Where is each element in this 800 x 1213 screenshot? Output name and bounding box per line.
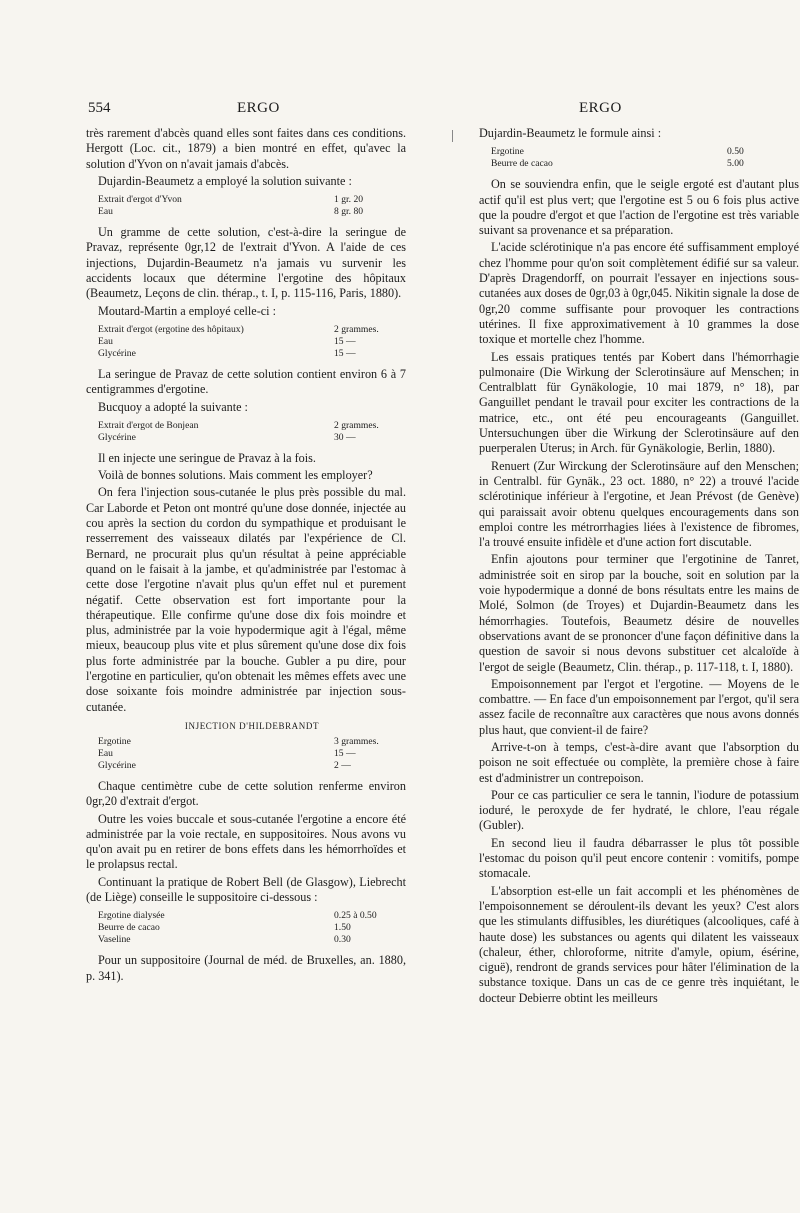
ingredient-name: Extrait d'ergot d'Yvon: [98, 194, 182, 206]
paragraph: Dujardin-Beaumetz a employé la solution suivante :: [98, 173, 352, 188]
ingredient-qty: 0.30: [334, 934, 351, 946]
ingredient-qty: 2 —: [334, 759, 351, 771]
running-title-left: ERGO: [237, 100, 280, 116]
ingredient-qty: 15 —: [334, 335, 356, 347]
paragraph: L'acide sclérotinique n'a pas encore été suffisamment employé chez l'homme pour qu'on soit complètement édifié sur sa valeur. D'après Dragendorff, on pourrait l'essayer en injections sous-cutanées aux doses de 0gr,03 à 0gr,045. Nikitin signale la dose de 0gr,20 comme suffisante pour provoquer les contractions utérines. Il fixe approximativement à 10 grammes la dose toxique et mortelle chez l'homme.: [479, 240, 799, 347]
left-column: [86, 126, 406, 986]
ingredient-name: Extrait d'ergot (ergotine des hôpitaux): [98, 323, 244, 335]
ingredient-name: Beurre de cacao: [98, 922, 160, 934]
paragraph: Continuant la pratique de Robert Bell (de Glasgow), Liebrecht (de Liège) conseille le suppositoire ci-dessous :: [86, 874, 406, 904]
paragraph: La seringue de Pravaz de cette solution contient environ 6 à 7 centigrammes d'ergotine.: [86, 366, 406, 397]
formula-dujardin-suppository: [491, 146, 799, 170]
running-title-right: ERGO: [579, 100, 622, 116]
formula-moutard-martin: [98, 324, 406, 360]
paragraph: Renuert (Zur Wirckung der Sclerotinsäure auf den Menschen; in Centralbl. für Gynäk., 23 oct. 1880, n° 22) a trouvé l'acide sclérotinique inférieur à l'ergotine, et Jean Prévost (de Genève) qui paraissait avoir obtenu quelques encouragements dans son emploi contre les métrorrhagies liées à l'existence de fibromes, l'a trouvé ensuite infidèle et d'une action fort discutable.: [479, 458, 799, 550]
paragraph: Enfin ajoutons pour terminer que l'ergotinine de Tanret, administrée soit en sirop par la bouche, soit en solution par la voie hypodermique a donné de bons résultats entre les mains de Molé, Solmon (de Troyes) et Dujardin-Beaumetz dans les hémorrhagies. Toutefois, Beaumetz désire de nouvelles observations avant de se prononcer d'une façon définitive dans la question de savoir si nous devons substituer cet alcaloïde à l'ergot de seigle (Beaumetz, Clin. thérap., p. 117-118, t. I, 1880).: [479, 552, 799, 674]
ingredient-name: Ergotine dialysée: [98, 910, 165, 922]
ingredient-qty: 2 grammes.: [334, 323, 379, 335]
paragraph: Outre les voies buccale et sous-cutanée l'ergotine a encore été administrée par la voie rectale, en suppositoires. Nous avons vu qu'on avait pu en retirer de bons effets dans les hémorrhoïdes et le prolapsus rectal.: [86, 811, 406, 872]
ingredient-qty: 0.50: [727, 146, 744, 158]
ingredient-name: Glycérine: [98, 431, 136, 443]
paragraph: Dujardin-Beaumetz le formule ainsi :: [479, 126, 662, 140]
paragraph: Voilà de bonnes solutions. Mais comment les employer?: [98, 468, 373, 483]
paragraph: On fera l'injection sous-cutanée le plus près possible du mal. Car Laborde et Peton ont montré qu'une dose donnée, injectée au cou après la section du cordon du sympathique et produisant le resserrement des vaisseaux dilatés par l'expérience de Cl. Bernard, ne procurait plus qu'un résultat à peine appréciable quand on le faisait à la jambe, et qu'administrée par l'estomac à cette dose l'ergotine n'avait plus qu'un effet nul et purement négatif. Cette observation est fort importante pour la thérapeutique. Elle confirme qu'une dose dix fois moindre et plus, administrée par la voie hypodermique agit à l'égal, même mieux, beaucoup plus vite et plus sûrement qu'une dose dix fois plus forte administrée par la bouche. Gubler a pu dire, pour l'ergotine en particulier, qu'on obtenait les mêmes effets avec une dose soixante fois moindre administrée par injection sous-cutanée.: [86, 485, 406, 714]
paragraph: L'absorption est-elle un fait accompli et les phénomènes de l'empoisonnement se déroulent-ils devant les yeux? C'est alors que les stimulants diffusibles, les diurétiques (alcooliques, café à haute dose) les substances ou agents qui dilatent les vaisseaux (chaleur, éther, chloroforme, nitrite d'amyle, opium, ésérine, ciguë), rendront de grands services pour hâter l'élimination de la substance toxique. Dans un cas de ce genre très inquiétant, le docteur Debierre obtint les meilleurs: [479, 883, 799, 1005]
paragraph: Pour ce cas particulier ce sera le tannin, l'iodure de potassium ioduré, le peroxyde de fer hydraté, le chlore, l'eau régale (Gubler).: [479, 787, 799, 833]
paragraph: Les essais pratiques tentés par Kobert dans l'hémorrhagie pulmonaire (Die Wirkung der Sclerotinsäure auf Menschen; in Centralblatt für Gynäkologie, 10 mai 1879, n° 18), par Ganguillet pendant le travail pour exciter les contractions de la matrice, etc., ont été peu encourageants (Ganguillet. Untersuchungen über die Wirkung der Sclerotinsäure auf den puerperalen Uterus; in Arch. für Gynäkologie, Berlin, 1880).: [479, 349, 799, 456]
ingredient-qty: 3 grammes.: [334, 735, 379, 747]
section-paragraph: Empoisonnement par l'ergot et l'ergotine. — Moyens de le combattre. — En face d'un empoisonnement par l'ergot, qu'il sera assez facile de reconnaître aux caractères que nous avons donnés plus haut, que convient-il de faire?: [479, 676, 799, 737]
ingredient-qty: 8 gr. 80: [334, 206, 364, 218]
ingredient-qty: 15 —: [334, 347, 356, 359]
paragraph: On se souviendra enfin, que le seigle ergoté est d'autant plus actif qu'il est plus vert; que l'ergotine est 5 ou 6 fois plus active que la poudre d'ergot et que l'action de l'ergotine est très variable suivant sa provenance et sa préparation.: [479, 177, 799, 238]
ingredient-name: Eau: [98, 335, 113, 347]
paragraph: Pour un suppositoire (Journal de méd. de Bruxelles, an. 1880, p. 341).: [86, 953, 406, 983]
formula-liebrecht: [98, 910, 406, 946]
page-header: [0, 100, 800, 124]
ingredient-qty: 0.25 à 0.50: [334, 910, 377, 922]
paragraph: Bucquoy a adopté la suivante :: [98, 399, 248, 414]
paragraph: Chaque centimètre cube de cette solution renferme environ 0gr,20 d'extrait d'ergot.: [86, 778, 406, 809]
ingredient-qty: 1.50: [334, 922, 351, 934]
page-number: 554: [88, 100, 111, 116]
column-rule: [452, 130, 453, 142]
ingredient-qty: 5.00: [727, 158, 744, 170]
paragraph: Il en injecte une seringue de Pravaz à la fois.: [98, 450, 316, 465]
paragraph: très rarement d'abcès quand elles sont faites dans ces conditions. Hergott (Loc. cit., 1879) a bien montré en effet, qu'avec la solution d'Yvon on n'avait jamais d'abcès.: [86, 126, 406, 171]
right-column: [479, 126, 799, 1008]
formula-yvon: [98, 194, 406, 218]
paragraph: Arrive-t-on à temps, c'est-à-dire avant que l'absorption du poison ne soit effectuée ou complète, la première chose à faire est d'administrer un contrepoison.: [479, 739, 799, 785]
paragraph: En second lieu il faudra débarrasser le plus tôt possible l'estomac du poison qu'il peut encore contenir : vomitifs, pompe stomacale.: [479, 835, 799, 881]
ingredient-qty: 30 —: [334, 431, 356, 443]
ingredient-name: Beurre de cacao: [491, 158, 553, 170]
ingredient-name: Glycérine: [98, 759, 136, 771]
formula-hildebrandt: [98, 720, 406, 772]
ingredient-qty: 2 grammes.: [334, 419, 379, 431]
ingredient-name: Eau: [98, 206, 113, 218]
ingredient-name: Extrait d'ergot de Bonjean: [98, 419, 199, 431]
ingredient-name: Vaseline: [98, 934, 131, 946]
paragraph: Moutard-Martin a employé celle-ci :: [98, 303, 277, 318]
formula-bucquoy: [98, 420, 406, 444]
ingredient-qty: 1 gr. 20: [334, 194, 364, 206]
ingredient-name: Eau: [98, 747, 113, 759]
ingredient-qty: 15 —: [334, 747, 356, 759]
formula-title: INJECTION D'HILDEBRANDT: [184, 720, 320, 731]
ingredient-name: Glycérine: [98, 347, 136, 359]
ingredient-name: Ergotine: [491, 146, 524, 158]
ingredient-name: Ergotine: [98, 735, 131, 747]
paragraph: Un gramme de cette solution, c'est-à-dire la seringue de Pravaz, représente 0gr,12 de l'extrait d'Yvon. A l'aide de ces injections, Dujardin-Beaumetz n'a jamais vu survenir les accidents locaux que détermine l'ergotine des hôpitaux (Beaumetz, Leçons de clin. thérap., t. I, p. 115-116, Paris, 1880).: [86, 225, 406, 301]
